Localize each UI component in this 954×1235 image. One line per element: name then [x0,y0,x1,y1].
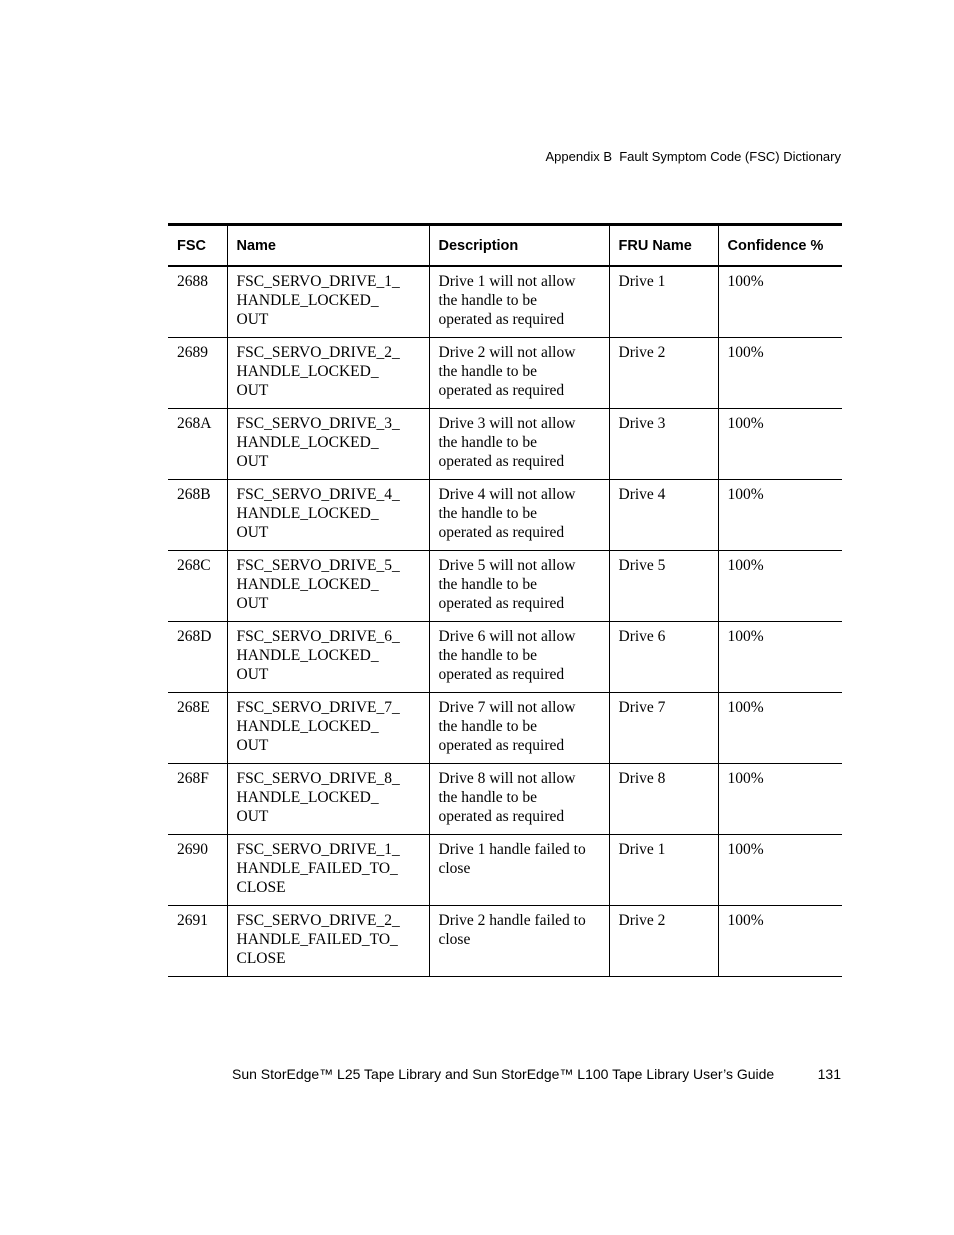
name-cell: FSC_SERVO_DRIVE_8_ HANDLE_LOCKED_ OUT [227,763,429,834]
description-cell: Drive 2 will not allow the handle to be operated as required [429,337,609,408]
name-cell: FSC_SERVO_DRIVE_7_ HANDLE_LOCKED_ OUT [227,692,429,763]
name-cell: FSC_SERVO_DRIVE_2_ HANDLE_LOCKED_ OUT [227,337,429,408]
fsc-cell: 268D [168,621,227,692]
confidence-cell: 100% [718,763,842,834]
column-header-name: Name [227,225,429,267]
fsc-cell: 268A [168,408,227,479]
fsc-cell: 2688 [168,266,227,337]
fsc-cell: 268B [168,479,227,550]
fru-name-cell: Drive 2 [609,905,718,976]
column-header-fsc: FSC [168,225,227,267]
description-cell: Drive 4 will not allow the handle to be operated as required [429,479,609,550]
confidence-cell: 100% [718,266,842,337]
confidence-cell: 100% [718,550,842,621]
description-cell: Drive 6 will not allow the handle to be operated as required [429,621,609,692]
footer-page-number: 131 [817,1066,841,1082]
description-cell: Drive 1 handle failed to close [429,834,609,905]
description-cell: Drive 3 will not allow the handle to be operated as required [429,408,609,479]
fru-name-cell: Drive 5 [609,550,718,621]
description-cell: Drive 1 will not allow the handle to be operated as required [429,266,609,337]
column-header-description: Description [429,225,609,267]
fru-name-cell: Drive 2 [609,337,718,408]
fsc-table [168,223,842,977]
fru-name-cell: Drive 1 [609,834,718,905]
name-cell: FSC_SERVO_DRIVE_4_ HANDLE_LOCKED_ OUT [227,479,429,550]
fru-name-cell: Drive 1 [609,266,718,337]
fsc-cell: 268F [168,763,227,834]
column-header-confidence: Confidence % [718,225,842,267]
table-row [168,337,842,408]
fsc-cell: 2691 [168,905,227,976]
fsc-table-container [168,223,842,977]
fsc-cell: 2690 [168,834,227,905]
column-header-fru-name: FRU Name [609,225,718,267]
name-cell: FSC_SERVO_DRIVE_2_ HANDLE_FAILED_TO_ CLOSE [227,905,429,976]
table-body [168,266,842,976]
fsc-cell: 268E [168,692,227,763]
confidence-cell: 100% [718,834,842,905]
confidence-cell: 100% [718,692,842,763]
fru-name-cell: Drive 7 [609,692,718,763]
description-cell: Drive 5 will not allow the handle to be operated as required [429,550,609,621]
table-row [168,763,842,834]
description-cell: Drive 2 handle failed to close [429,905,609,976]
table-row [168,550,842,621]
description-cell: Drive 7 will not allow the handle to be operated as required [429,692,609,763]
fru-name-cell: Drive 4 [609,479,718,550]
table-row [168,479,842,550]
table-header-row [168,225,842,267]
name-cell: FSC_SERVO_DRIVE_5_ HANDLE_LOCKED_ OUT [227,550,429,621]
table-row [168,905,842,976]
running-header: Appendix B Fault Symptom Code (FSC) Dictionary [545,149,841,164]
name-cell: FSC_SERVO_DRIVE_1_ HANDLE_LOCKED_ OUT [227,266,429,337]
fru-name-cell: Drive 3 [609,408,718,479]
confidence-cell: 100% [718,337,842,408]
table-row [168,408,842,479]
confidence-cell: 100% [718,408,842,479]
table-row [168,266,842,337]
name-cell: FSC_SERVO_DRIVE_6_ HANDLE_LOCKED_ OUT [227,621,429,692]
table-row [168,692,842,763]
name-cell: FSC_SERVO_DRIVE_3_ HANDLE_LOCKED_ OUT [227,408,429,479]
footer-book-title: Sun StorEdge™ L25 Tape Library and Sun StorEdge™ L100 Tape Library User’s Guide [232,1066,775,1082]
table-row [168,834,842,905]
confidence-cell: 100% [718,621,842,692]
fsc-cell: 2689 [168,337,227,408]
confidence-cell: 100% [718,905,842,976]
fru-name-cell: Drive 6 [609,621,718,692]
name-cell: FSC_SERVO_DRIVE_1_ HANDLE_FAILED_TO_ CLOSE [227,834,429,905]
fru-name-cell: Drive 8 [609,763,718,834]
confidence-cell: 100% [718,479,842,550]
description-cell: Drive 8 will not allow the handle to be operated as required [429,763,609,834]
table-row [168,621,842,692]
fsc-cell: 268C [168,550,227,621]
